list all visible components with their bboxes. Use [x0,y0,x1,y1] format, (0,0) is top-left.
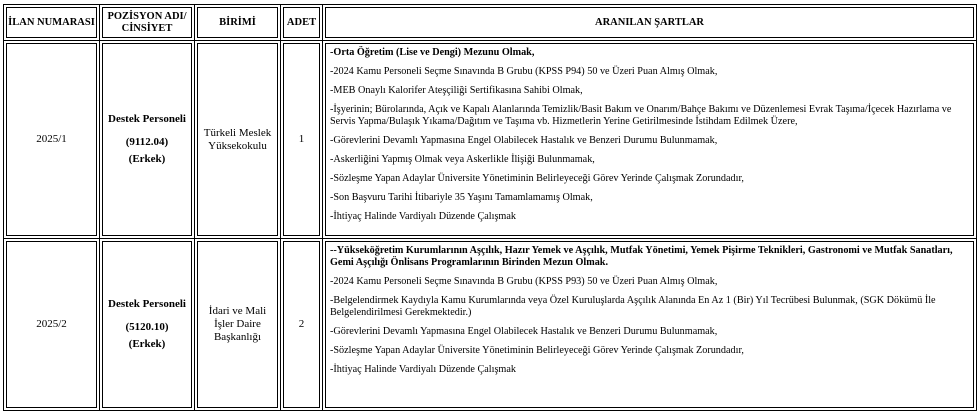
requirement-item: -Görevlerini Devamlı Yapmasına Engel Olabilecek Hastalık ve Benzeri Durumu Bulunmamak, [330,326,718,337]
header-ilan-label: İLAN NUMARASI [8,16,95,28]
birim-cell [195,239,281,411]
requirement-item: -MEB Onaylı Kalorifer Ateşçiliği Sertifikasına Sahibi Olmak, [330,85,583,96]
requirement-item: -2024 Kamu Personeli Seçme Sınavında B Grubu (KPSS P93) 50 ve Üzeri Puan Almış Olmak, [330,276,718,287]
requirement-item: -Askerliğini Yapmış Olmak veya Askerlikle İlişiği Bulunmamak, [330,154,595,165]
header-pozisyon [100,5,195,41]
adet-cell [281,41,323,239]
ilan-no-cell [4,239,100,411]
requirement-item: --Yükseköğretim Kurumlarının Aşçılık, Hazır Yemek ve Aşçılık, Mutfak Yönetimi, Yemek Pişirme Teknikleri, Gastronomi ve Mutfak Sanatları, Gemi Aşçılığı Önlisans Programlarının Birinden Mezun Olmak. [330,245,953,268]
birim-line: Türkeli Meslek [203,126,272,139]
birim-line: İşler Daire [214,318,261,330]
header-ilan-numarasi [4,5,100,41]
job-listing-table-wrapper [3,4,977,411]
adet-value: 1 [298,133,305,145]
pozisyon-name: Destek Personeli [108,298,186,310]
job-listing-table [3,4,977,411]
ilan-no-cell [4,41,100,239]
pozisyon-cell [100,239,195,411]
requirements-list [326,44,973,223]
table-row [4,41,977,239]
header-aranilan-sartlar [323,5,977,41]
adet-cell [281,239,323,411]
pozisyon-code: (9112.04) [125,136,169,148]
requirement-item: -İhtiyaç Halinde Vardiyalı Düzende Çalışmak [330,211,516,222]
requirement-item: -İşyerinin; Bürolarında, Açık ve Kapalı Alanlarında Temizlik/Basit Bakım ve Onarım/Bahçe Bakımı ve Düzenlemesi Evrak Taşıma/İçecek Hazırlama ve Servis Yapma/Bulaşık Yıkama/Dağıtım ve Taşıma vb. Hizmetlerin Yerine Getirilmesinde İstihdam Edilmek Üzere, [330,104,952,127]
requirement-item: -Sözleşme Yapan Adaylar Üniversite Yönetiminin Belirleyeceği Görev Yerinde Çalışmak Zorundadır, [330,173,744,184]
requirement-item: -İhtiyaç Halinde Vardiyalı Düzende Çalışmak [330,364,516,375]
header-pozisyon-line2: CİNSİYET [121,22,173,34]
header-row [4,5,977,41]
requirement-item: -Son Başvuru Tarihi İtibariyle 35 Yaşını Tamamlamamış Olmak, [330,192,593,203]
requirement-item: -Görevlerini Devamlı Yapmasına Engel Olabilecek Hastalık ve Benzeri Durumu Bulunmamak, [330,135,718,146]
header-birimi [195,5,281,41]
requirement-item: -2024 Kamu Personeli Seçme Sınavında B Grubu (KPSS P94) 50 ve Üzeri Puan Almış Olmak, [330,66,718,77]
adet-value: 2 [298,318,305,330]
birim-line: İdari ve Mali [208,305,267,317]
pozisyon-cinsiyet: (Erkek) [128,338,166,350]
pozisyon-code: (5120.10) [125,321,169,333]
header-sartlar-label: ARANILAN ŞARTLAR [594,16,705,28]
ilan-no: 2025/1 [36,133,67,145]
birim-cell [195,41,281,239]
pozisyon-cinsiyet: (Erkek) [128,153,166,165]
header-adet [281,5,323,41]
requirements-cell [323,239,977,411]
requirements-list [326,242,973,376]
pozisyon-name: Destek Personeli [108,113,186,125]
ilan-no: 2025/2 [36,318,67,330]
header-adet-label: ADET [286,16,317,28]
pozisyon-cell [100,41,195,239]
requirements-cell [323,41,977,239]
requirement-item: -Sözleşme Yapan Adaylar Üniversite Yönetiminin Belirleyeceği Görev Yerinde Çalışmak Zorundadır, [330,345,744,356]
table-row [4,239,977,411]
requirement-item: -Orta Öğretim (Lise ve Dengi) Mezunu Olmak, [330,47,535,58]
requirement-item: -Belgelendirmek Kaydıyla Kamu Kurumlarında veya Özel Kuruluşlarda Aşçılık Alanında En Az 1 (Bir) Yıl Tecrübesi Bulunmak, (SGK Dökümü İle Belgelendirilmesi Gerekmektedir.) [330,295,936,318]
header-birimi-label: BİRİMİ [219,16,256,28]
header-pozisyon-line1: POZİSYON ADI/ [107,10,187,22]
birim-line: Başkanlığı [213,331,262,343]
birim-line: Yüksekokulu [208,139,267,152]
